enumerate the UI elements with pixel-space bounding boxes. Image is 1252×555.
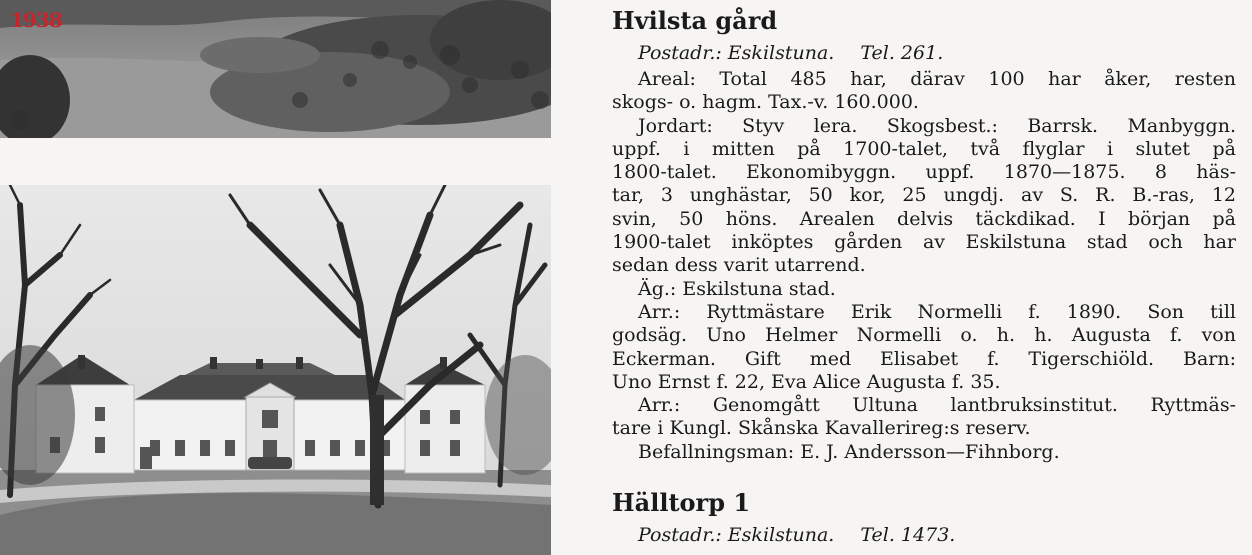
postal-address: Postadr.: Eskilstuna. — [638, 524, 835, 546]
text-line: godsäg. Uno Helmer Normelli o. h. h. Augusta f. von — [612, 324, 1236, 347]
text-line: Eckerman. Gift med Elisabet f. Tigerschiöld. Barn: — [612, 347, 1236, 370]
text-line: skogs- o. hagm. Tax.-v. 160.000. — [612, 91, 919, 114]
postal-address-line — [638, 42, 943, 64]
text-line: svin, 50 höns. Arealen delvis täckdikad. I början på — [612, 207, 1236, 230]
text-line: Arr.: Genomgått Ultuna lantbruksinstitut. Ryttmäs- — [638, 394, 1236, 417]
entry-title: Hvilsta gård — [612, 6, 778, 35]
paragraph-areal — [612, 68, 1236, 115]
paragraph-jordart — [612, 115, 1236, 278]
garden-photo — [0, 0, 551, 138]
text-line: uppf. i mitten på 1700-talet, två flyglar i slutet på — [612, 137, 1236, 160]
year-label: 1938 — [10, 8, 62, 32]
paragraph-foreman — [612, 441, 1236, 464]
paragraph-owner — [612, 278, 1236, 301]
paragraph-education — [612, 394, 1236, 441]
text-line: Äg.: Eskilstuna stad. — [638, 277, 836, 300]
garden-photo-image — [0, 0, 551, 138]
manor-house-photo-image — [0, 185, 551, 555]
text-line: tar, 3 unghästar, 50 kor, 25 ungdj. av S. R. B.-ras, 12 — [612, 184, 1236, 207]
text-line: tare i Kungl. Skånska Kavallerireg:s reserv. — [612, 417, 1031, 440]
text-line: Jordart: Styv lera. Skogsbest.: Barrsk. Manbyggn. — [638, 114, 1236, 137]
text-line: Areal: Total 485 har, därav 100 har åker, resten — [638, 68, 1236, 90]
entry-title: Hälltorp 1 — [612, 488, 751, 517]
text-line: 1900-talet inköptes gården av Eskilstuna stad och har — [612, 231, 1236, 254]
postal-address: Postadr.: Eskilstuna. — [638, 42, 835, 64]
telephone: Tel. 261. — [860, 42, 944, 64]
text-line: 1800-talet. Ekonomibyggn. uppf. 1870—1875. 8 häs- — [612, 161, 1236, 184]
telephone: Tel. 1473. — [860, 524, 956, 546]
text-line: Uno Ernst f. 22, Eva Alice Augusta f. 35. — [612, 370, 1001, 393]
text-line: sedan dess varit utarrend. — [612, 254, 866, 277]
paragraph-tenant — [612, 301, 1236, 394]
manor-house-photo — [0, 185, 551, 555]
text-line: Arr.: Ryttmästare Erik Normelli f. 1890. Son till — [638, 301, 1236, 323]
postal-address-line — [638, 524, 955, 546]
text-line: Befallningsman: E. J. Andersson—Fihnborg. — [638, 440, 1060, 463]
